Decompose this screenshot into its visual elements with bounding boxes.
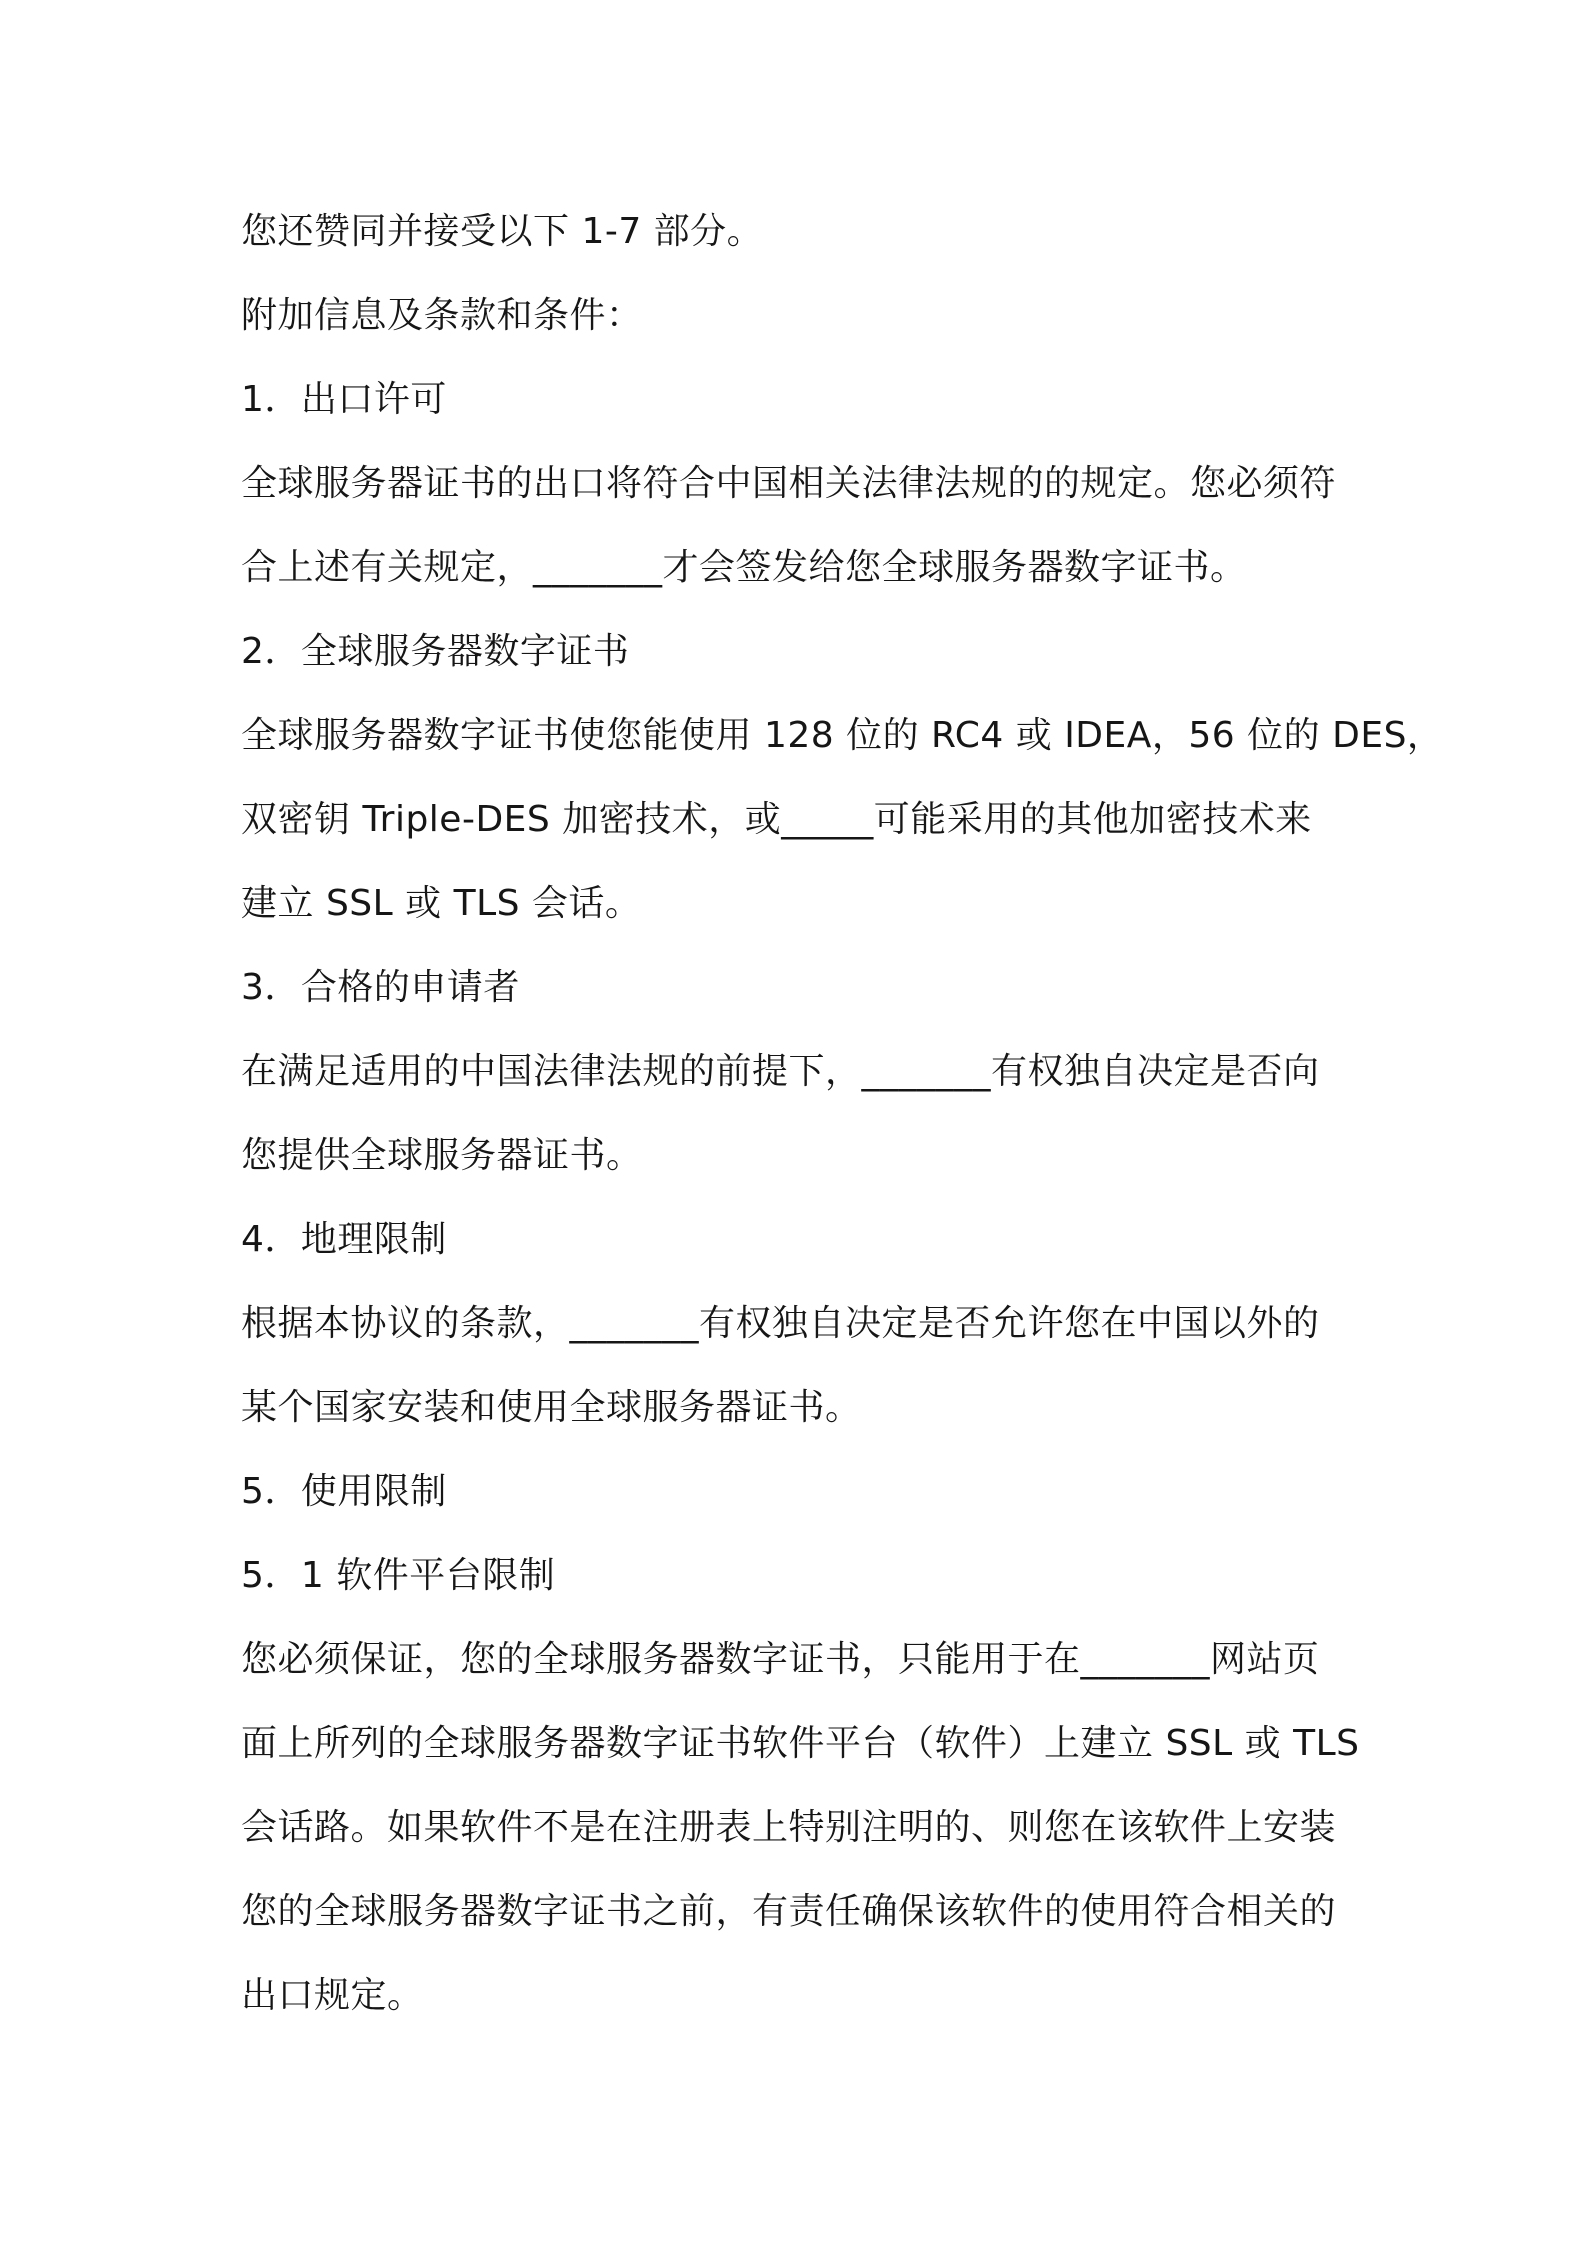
paragraph-line: 某个国家安装和使用全球服务器证书。 [241,1387,862,1428]
paragraph-line: 您提供全球服务器证书。 [241,1135,643,1176]
paragraph-line: 根据本协议的条款，_______有权独自决定是否允许您在中国以外的 [241,1303,1320,1344]
terms-intro-line: 附加信息及条款和条件： [241,295,643,336]
paragraph-line: 在满足适用的中国法律法规的前提下，_______有权独自决定是否向 [241,1051,1320,1092]
paragraph-line: 双密钥 Triple-DES 加密技术，或_____可能采用的其他加密技术来 [241,799,1312,840]
intro-line: 您还赞同并接受以下 1-7 部分。 [241,211,764,252]
section-heading-geographic-restriction: 4．地理限制 [241,1219,447,1260]
paragraph-line: 全球服务器证书的出口将符合中国相关法律法规的的规定。您必须符 [241,463,1337,504]
section-heading-export-license: 1．出口许可 [241,379,447,420]
paragraph-line: 您必须保证，您的全球服务器数字证书，只能用于在_______网站页 [241,1639,1320,1680]
section-heading-usage-restriction: 5．使用限制 [241,1471,447,1512]
document-body [241,190,1444,2038]
section-heading-global-server-certificate: 2．全球服务器数字证书 [241,631,630,672]
paragraph-line: 您的全球服务器数字证书之前，有责任确保该软件的使用符合相关的 [241,1891,1337,1932]
paragraph-line: 出口规定。 [241,1975,424,2016]
subsection-heading-software-platform: 5．1 软件平台限制 [241,1555,556,1596]
paragraph-line: 建立 SSL 或 TLS 会话。 [241,883,642,924]
section-heading-eligible-applicant: 3．合格的申请者 [241,967,520,1008]
paragraph-line: 会话路。如果软件不是在注册表上特别注明的、则您在该软件上安装 [241,1807,1337,1848]
paragraph-line: 合上述有关规定，_______才会签发给您全球服务器数字证书。 [241,547,1247,588]
paragraph-line: 全球服务器数字证书使您能使用 128 位的 RC4 或 IDEA，56 位的 DES， [241,715,1444,756]
paragraph-line: 面上所列的全球服务器数字证书软件平台（软件）上建立 SSL 或 TLS [241,1723,1360,1764]
